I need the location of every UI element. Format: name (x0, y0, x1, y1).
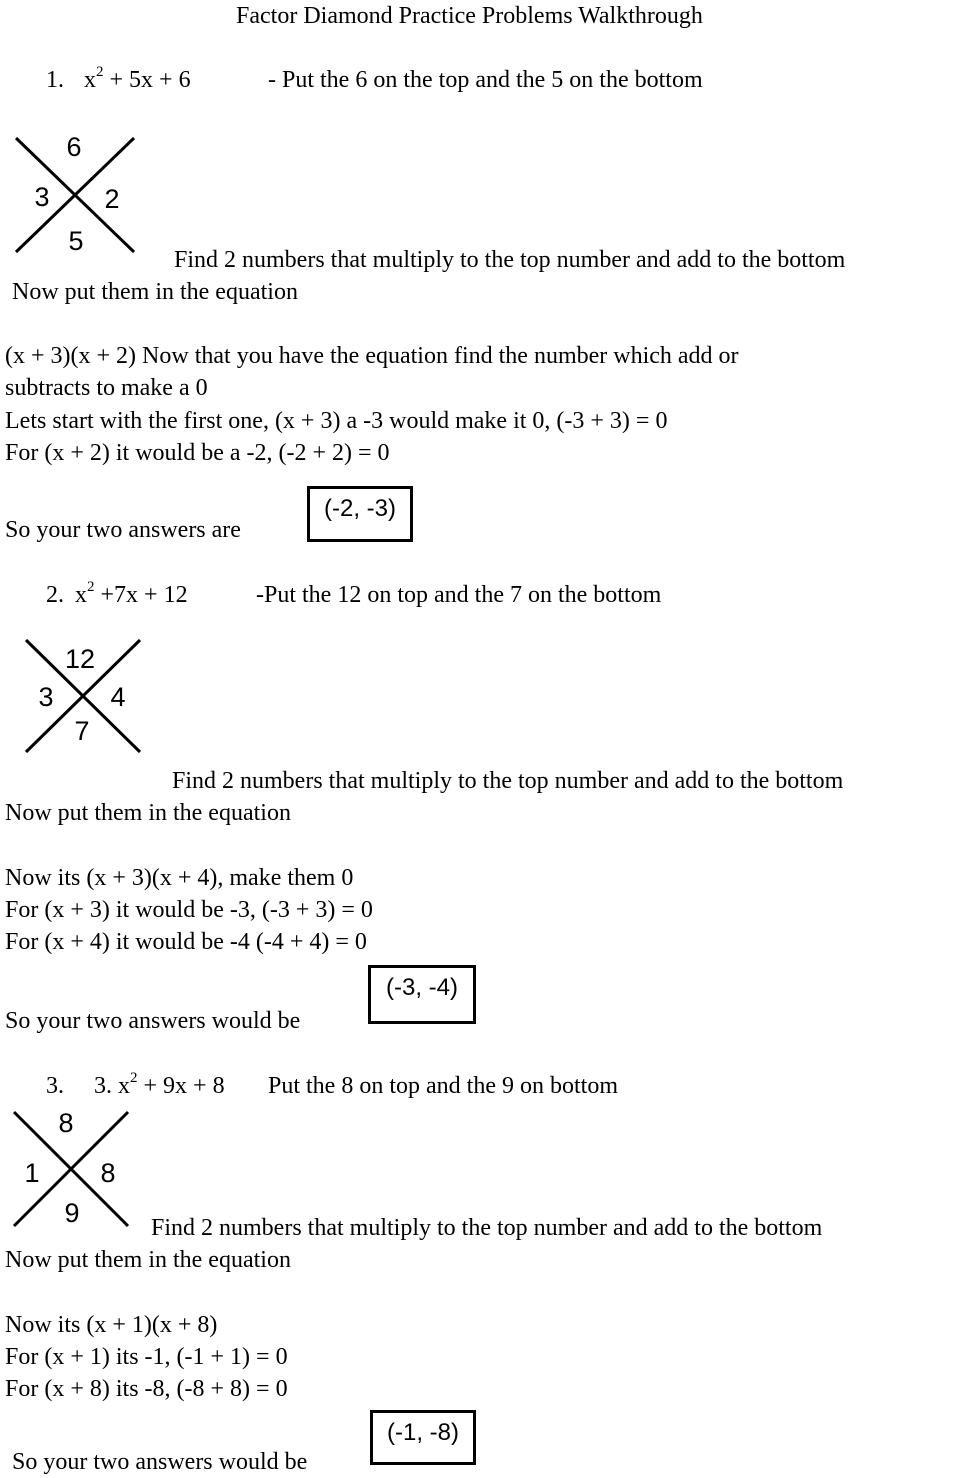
diamond-left: 1 (24, 1158, 40, 1188)
problem-1-instruction: - Put the 6 on the top and the 5 on the bottom (268, 67, 703, 93)
problem-3-answer-box (370, 1410, 476, 1465)
diamond-top: 6 (66, 132, 82, 162)
problem-3-line-3: For (x + 8) its -8, (-8 + 8) = 0 (5, 1376, 288, 1402)
equation-variable: x (84, 67, 96, 93)
problem-2-answer: (-3, -4) (386, 974, 458, 1001)
problem-1-factor-diamond (2, 128, 152, 258)
problem-1-equation (84, 64, 191, 93)
problem-3-factor-diamond (6, 1106, 136, 1230)
equation-rest: + 9x + 8 (137, 1073, 225, 1099)
problem-3-find-text: Find 2 numbers that multiply to the top number and add to the bottom (151, 1215, 823, 1241)
diamond-right: 8 (100, 1158, 116, 1188)
page-title: Factor Diamond Practice Problems Walkthrough (236, 3, 703, 29)
equation-rest: +7x + 12 (94, 582, 188, 608)
diamond-right: 2 (104, 184, 120, 214)
problem-1-line-2: subtracts to make a 0 (5, 375, 208, 401)
equation-exponent: 2 (96, 64, 104, 80)
problem-2-factor-diamond (20, 636, 170, 760)
equation-variable: x (118, 1073, 130, 1099)
equation-rest: + 5x + 6 (103, 67, 191, 93)
equation-variable: x (75, 582, 87, 608)
problem-3-answers-label: So your two answers would be (12, 1449, 308, 1475)
diamond-top: 8 (58, 1108, 74, 1138)
equation-exponent: 2 (87, 579, 95, 595)
problem-2-answer-box (368, 965, 476, 1024)
problem-2-line-1: Now its (x + 3)(x + 4), make them 0 (5, 865, 354, 891)
problem-3-equation (94, 1070, 225, 1099)
problem-1-line-1: (x + 3)(x + 2) Now that you have the equation find the number which add or (5, 343, 739, 369)
problem-1-answer: (-2, -3) (324, 495, 396, 522)
problem-3-put-text: Now put them in the equation (5, 1247, 291, 1273)
problem-1-answers-label: So your two answers are (5, 517, 241, 543)
problem-1-line-3: Lets start with the first one, (x + 3) a -3 would make it 0, (-3 + 3) = 0 (5, 408, 668, 434)
problem-1-find-text: Find 2 numbers that multiply to the top number and add to the bottom (174, 247, 846, 273)
problem-1-answer-box (307, 486, 413, 542)
problem-1-number: 1. (46, 67, 64, 93)
problem-2-line-2: For (x + 3) it would be -3, (-3 + 3) = 0 (5, 897, 373, 923)
problem-2-answers-label: So your two answers would be (5, 1008, 301, 1034)
diamond-top: 12 (64, 644, 96, 674)
problem-3-line-2: For (x + 1) its -1, (-1 + 1) = 0 (5, 1344, 288, 1370)
equation-prefix: 3. (94, 1073, 118, 1099)
problem-2-number: 2. (46, 582, 64, 608)
problem-1-line-4: For (x + 2) it would be a -2, (-2 + 2) = 0 (5, 440, 390, 466)
problem-2-line-3: For (x + 4) it would be -4 (-4 + 4) = 0 (5, 929, 367, 955)
problem-2-instruction: -Put the 12 on top and the 7 on the bottom (256, 582, 662, 608)
diamond-left: 3 (34, 182, 50, 212)
problem-2-find-text: Find 2 numbers that multiply to the top number and add to the bottom (172, 768, 844, 794)
diamond-bottom: 5 (68, 226, 84, 256)
problem-3-number: 3. (46, 1073, 64, 1099)
equation-exponent: 2 (130, 1070, 138, 1086)
problem-2-put-text: Now put them in the equation (5, 800, 291, 826)
problem-3-line-1: Now its (x + 1)(x + 8) (5, 1312, 218, 1338)
problem-2-equation (75, 579, 188, 608)
problem-1-put-text: Now put them in the equation (12, 279, 298, 305)
problem-3-instruction: Put the 8 on top and the 9 on bottom (268, 1073, 618, 1099)
problem-3-answer: (-1, -8) (387, 1419, 459, 1446)
diamond-bottom: 7 (74, 716, 90, 746)
diamond-right: 4 (110, 682, 126, 712)
diamond-left: 3 (38, 682, 54, 712)
diamond-bottom: 9 (64, 1198, 80, 1228)
